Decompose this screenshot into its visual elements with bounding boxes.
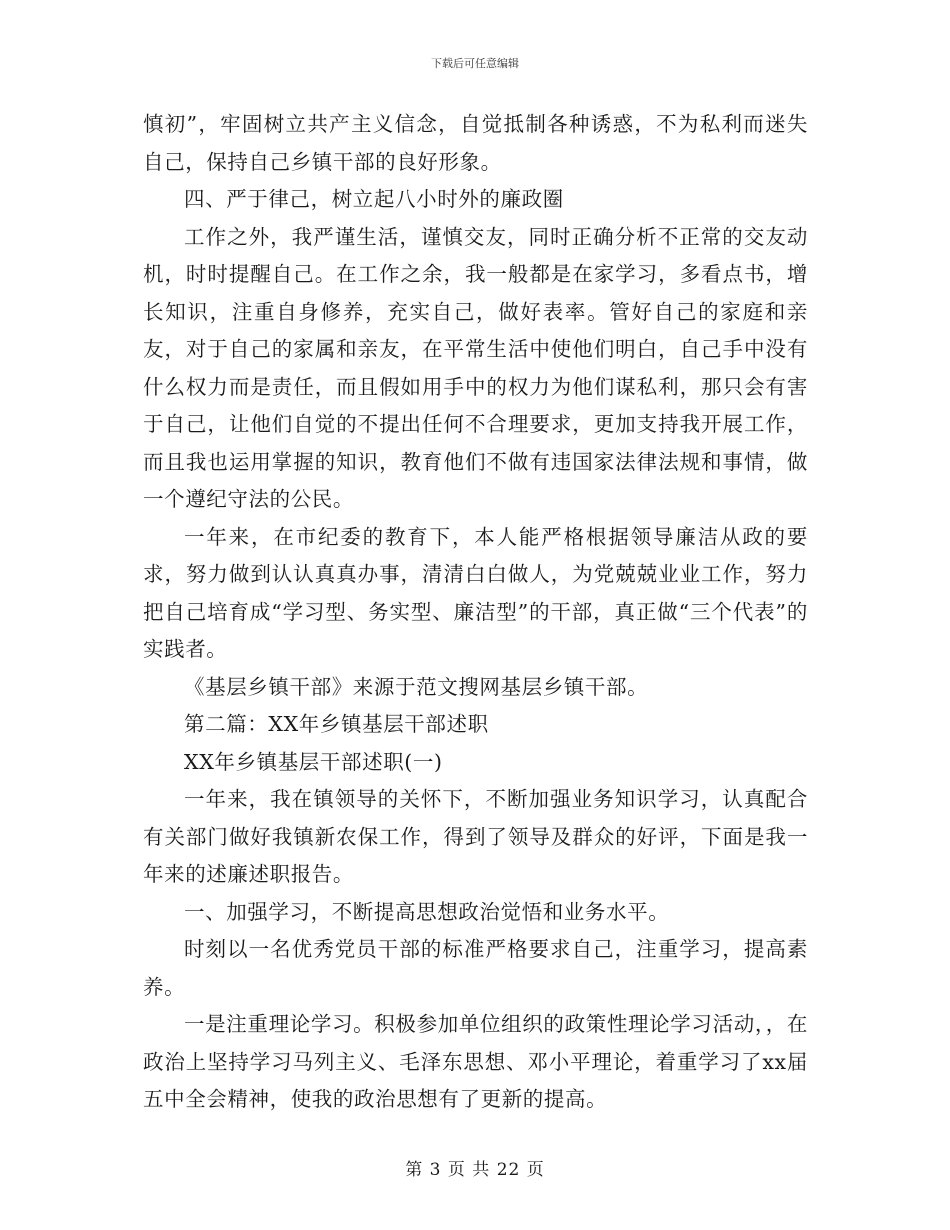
section-heading: 四、严于律己，树立起八小时外的廉政圈	[184, 187, 564, 211]
paragraph: 时刻以一名优秀党员干部的标准严格要求自己，注重学习，提高素养。	[143, 937, 808, 999]
document-body	[143, 106, 808, 1119]
paragraph: 一是注重理论学习。积极参加单位组织的政策性理论学习活动，，在政治上坚持学习马列主义、毛泽东思想、邓小平理论，着重学习了xx届五中全会精神，使我的政治思想有了更新的提高。	[143, 1012, 808, 1111]
paragraph: 慎初”，牢固树立共产主义信念，自觉抵制各种诱惑，不为私利而迷失自己，保持自己乡镇干部的良好形象。	[143, 112, 808, 174]
paragraph: 一年来，在市纪委的教育下，本人能严格根据领导廉洁从政的要求，努力做到认认真真办事，清清白白做人，为党兢兢业业工作，努力把自己培育成“学习型、务实型、廉洁型”的干部，真正做“三个代表”的实践者。	[143, 524, 808, 661]
paragraph: 一年来，我在镇领导的关怀下，不断加强业务知识学习，认真配合有关部门做好我镇新农保工作，得到了领导及群众的好评，下面是我一年来的述廉述职报告。	[143, 787, 808, 886]
paragraph: 《基层乡镇干部》来源于范文搜网基层乡镇干部。	[184, 674, 649, 699]
chapter-heading: 第二篇：XX年乡镇基层干部述职	[184, 712, 489, 736]
section-heading: 一、加强学习，不断提高思想政治觉悟和业务水平。	[184, 899, 670, 924]
paragraph: 工作之外，我严谨生活，谨慎交友，同时正确分析不正常的交友动机，时时提醒自己。在工作之余，我一般都是在家学习，多看点书，增长知识，注重自身修养，充实自己，做好表率。管好自己的家庭和亲友，对于自己的家属和亲友，在平常生活中使他们明白，自己手中没有什么权力而是责任，而且假如用手中的权力为他们谋私利，那只会有害于自己，让他们自觉的不提出任何不合理要求，更加支持我开展工作，而且我也运用掌握的知识，教育他们不做有违国家法律法规和事情，做一个遵纪守法的公民。	[143, 224, 808, 511]
subtitle: XX年乡镇基层干部述职(一)	[184, 749, 443, 774]
page-header: 下载后可任意编辑	[431, 57, 519, 70]
page-number: 第 3 页 共 22 页	[405, 1160, 545, 1180]
